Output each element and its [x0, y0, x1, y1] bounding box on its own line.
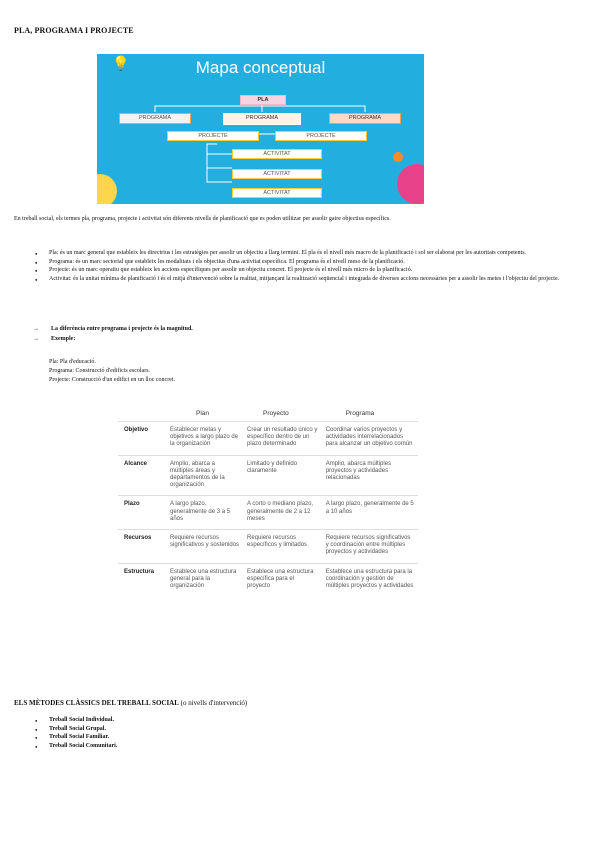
box-projecte-2: PROJECTE [275, 131, 367, 141]
cell-plan: A largo plazo, generalmente de 3 a 5 años [166, 496, 243, 530]
table-header-row [118, 410, 418, 422]
comparison-table [118, 410, 418, 596]
cell-plan: Establece una estructura general para la organización [166, 563, 243, 596]
method-item: ● Treball Social Grupal. [35, 726, 335, 734]
box-activitat-2: ACTIVITAT [232, 169, 322, 179]
cell-proyecto: Limitado y definido claramente [243, 455, 322, 496]
box-activitat-1: ACTIVITAT [232, 149, 322, 159]
arrow-icon: → [33, 336, 39, 342]
table-row [118, 422, 418, 456]
map-title: Mapa conceptual [195, 58, 326, 77]
header-plan: Plan [196, 410, 210, 417]
table-row [118, 496, 418, 530]
header-proyecto: Proyecto [263, 410, 289, 417]
example-pla: Pla: Pla d'educació. [49, 359, 96, 365]
methods-list [35, 717, 335, 751]
cell-proyecto: A corto o mediano plazo, generalmente de 2 a 12 meses [243, 496, 322, 530]
map-connectors [97, 54, 424, 204]
cell-programa: Coordinar varios proyectos y actividades interrelacionados para alcanzar un objetivo común [322, 422, 418, 456]
method-item: ● Treball Social Comunitari. [35, 743, 335, 751]
row-label: Recursos [118, 530, 166, 564]
method-item: ● Treball Social Familiar. [35, 734, 335, 742]
row-label: Alcance [118, 455, 166, 496]
header-programa: Programa [345, 410, 375, 417]
page-heading: PLA, PROGRAMA I PROJECTE [14, 26, 134, 35]
cell-programa: Requiere recursos significativos y coordinación entre múltiples proyectos y actividades [322, 530, 418, 564]
box-pla: PLA [240, 95, 286, 105]
box-programa-left: PROGRAMA [119, 113, 191, 124]
cell-programa: A largo plazo, generalmente de 5 a 10 años [322, 496, 418, 530]
cell-proyecto: Establece una estructura específica para el proyecto [243, 563, 322, 596]
table-row [118, 563, 418, 596]
concept-map [97, 54, 424, 204]
box-programa-center: PROGRAMA [223, 113, 301, 125]
intro-paragraph: En treball social, els termes pla, programa, projecte i activitat són diferents nivells de planificació que es poden utilitzar per assolir gaire objectius específics. [14, 216, 391, 222]
header-empty [118, 410, 166, 422]
cell-programa: Amplio, abarca múltiples proyectos y actividades relacionadas [322, 455, 418, 496]
section2-heading: ELS MÈTODES CLÀSSICS DEL TREBALL SOCIAL (o nivells d'intervenció) [14, 699, 248, 707]
cell-plan: Establecer metas y objetivos a largo plazo de la organización [166, 422, 243, 456]
table-row [118, 455, 418, 496]
example-programa: Programa: Construcció d'edificis escolars. [49, 368, 151, 374]
cell-proyecto: Requiere recursos específicos y limitados [243, 530, 322, 564]
definition-pla: ● Pla: és un marc general que estableix les directrius i les estratègies per assolir un objectiu a llarg termini. El pla és el nivell més macro de la planificació i sol ser elaborat per les autoritats competents. [35, 250, 586, 258]
cell-plan: Amplio, abarca a múltiples áreas y departamentos de la organización [166, 455, 243, 496]
box-projecte-1: PROJECTE [167, 131, 259, 141]
definition-programa: ● Programa: és un marc sectorial que estableix les modalitats i els objectius d'una activitat específica. El programa és el nivell meso de la planificació. [35, 259, 586, 267]
row-label: Plazo [118, 496, 166, 530]
note-difference: → La diferència entre programa i projecte és la magnitud. [33, 326, 193, 332]
lightbulb-icon: 💡 [112, 57, 130, 72]
definition-projecte: ● Projecte: és un marc operatiu que estableix les accions específiques per assolir un objectiu concret. El projecte és el nivell més micro de la planificació. [35, 267, 586, 275]
definitions-list [35, 250, 586, 284]
row-label: Estructura [118, 563, 166, 596]
cell-plan: Requiere recursos significativos y sostenidos [166, 530, 243, 564]
example-projecte: Projecte: Construcció d'un edifici en un lloc concret. [49, 377, 176, 383]
note-example: → Exemple: [33, 336, 76, 342]
row-label: Objetivo [118, 422, 166, 456]
box-programa-right: PROGRAMA [329, 113, 401, 124]
cell-programa: Establece una estructura para la coordinación y gestión de múltiples proyectos y actividades [322, 563, 418, 596]
box-activitat-3: ACTIVITAT [232, 188, 322, 198]
arrow-icon: → [33, 326, 39, 332]
method-item: ● Treball Social Individual. [35, 717, 335, 725]
definition-activitat: ● Activitat: és la unitat mínima de planificació i és el mitjà d'intervenció sobre la realitat, mitjançant la realització seqüencial i integrada de diverses accions necessàries per a assolir les metes i l'objectiu del projecte. [35, 276, 586, 284]
table-row [118, 530, 418, 564]
cell-proyecto: Crear un resultado único y específico dentro de un plazo determinado [243, 422, 322, 456]
